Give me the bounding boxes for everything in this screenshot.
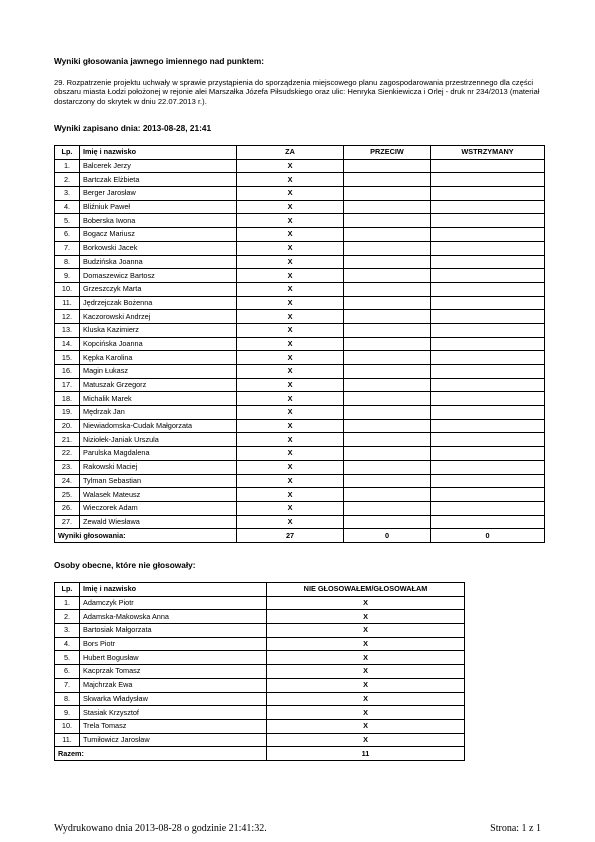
- col-wstrzymany: WSTRZYMANY: [431, 146, 545, 160]
- row-za: X: [237, 173, 344, 187]
- row-za: X: [237, 515, 344, 529]
- row-za: X: [237, 159, 344, 173]
- row-name: Tylman Sebastian: [80, 474, 237, 488]
- row-wstrzymany: [431, 255, 545, 269]
- row-za: X: [237, 214, 344, 228]
- row-lp: 6.: [55, 228, 80, 242]
- col-za: ZA: [237, 146, 344, 160]
- row-lp: 9.: [55, 706, 80, 720]
- page-number: Strona: 1 z 1: [490, 823, 541, 834]
- table-row: [55, 173, 545, 187]
- row-wstrzymany: [431, 337, 545, 351]
- row-name: Domaszewicz Bartosz: [80, 269, 237, 283]
- row-za: X: [237, 501, 344, 515]
- printed-timestamp: Wydrukowano dnia 2013-08-28 o godzinie 21:41:32.: [54, 823, 267, 834]
- row-lp: 25.: [55, 488, 80, 502]
- row-wstrzymany: [431, 474, 545, 488]
- row-za: X: [237, 255, 344, 269]
- row-za: X: [237, 351, 344, 365]
- row-name: Boberska Iwona: [80, 214, 237, 228]
- row-name: Berger Jarosław: [80, 187, 237, 201]
- row-name: Skwarka Władysław: [80, 692, 267, 706]
- row-name: Budzińska Joanna: [80, 255, 237, 269]
- row-lp: 4.: [55, 200, 80, 214]
- row-wstrzymany: [431, 447, 545, 461]
- row-przeciw: [344, 392, 431, 406]
- row-lp: 26.: [55, 501, 80, 515]
- row-wstrzymany: [431, 310, 545, 324]
- row-wstrzymany: [431, 378, 545, 392]
- row-przeciw: [344, 337, 431, 351]
- row-za: X: [237, 187, 344, 201]
- row-za: X: [237, 323, 344, 337]
- row-za: X: [237, 241, 344, 255]
- table-row: [55, 474, 545, 488]
- row-lp: 2.: [55, 610, 80, 624]
- row-status: X: [267, 610, 465, 624]
- row-za: X: [237, 365, 344, 379]
- table-row: [55, 678, 465, 692]
- row-wstrzymany: [431, 365, 545, 379]
- table-row: [55, 447, 545, 461]
- row-wstrzymany: [431, 296, 545, 310]
- row-lp: 24.: [55, 474, 80, 488]
- row-lp: 23.: [55, 460, 80, 474]
- row-przeciw: [344, 159, 431, 173]
- row-lp: 17.: [55, 378, 80, 392]
- row-lp: 16.: [55, 365, 80, 379]
- row-przeciw: [344, 406, 431, 420]
- row-wstrzymany: [431, 228, 545, 242]
- row-wstrzymany: [431, 433, 545, 447]
- row-za: X: [237, 392, 344, 406]
- row-przeciw: [344, 447, 431, 461]
- table-row: [55, 488, 545, 502]
- table-row: [55, 159, 545, 173]
- table-row: [55, 365, 545, 379]
- row-lp: 11.: [55, 733, 80, 747]
- row-lp: 20.: [55, 419, 80, 433]
- row-status: X: [267, 733, 465, 747]
- present-header-row: [55, 583, 465, 597]
- row-przeciw: [344, 269, 431, 283]
- row-name: Bartosiak Małgorzata: [80, 624, 267, 638]
- row-wstrzymany: [431, 460, 545, 474]
- row-za: X: [237, 488, 344, 502]
- row-lp: 11.: [55, 296, 80, 310]
- row-name: Majchrzak Ewa: [80, 678, 267, 692]
- agenda-item-text: 29. Rozpatrzenie projektu uchwały w sprawie przystąpienia do sporządzenia miejscowego planu zagospodarowania przestrzennego dla części obszaru miasta Łodzi położonej w rejonie alei Marszałka Józefa Piłsudskiego oraz ulic: Henryka Sienkiewicza i Orlej - druk nr 234/2013 (materiał dostarczony do skrytek w dniu 22.07.2013 r.).: [54, 78, 540, 106]
- row-name: Magin Łukasz: [80, 365, 237, 379]
- present-totals-row: [55, 747, 465, 761]
- row-status: X: [267, 692, 465, 706]
- row-lp: 4.: [55, 637, 80, 651]
- row-za: X: [237, 378, 344, 392]
- row-lp: 8.: [55, 692, 80, 706]
- row-przeciw: [344, 351, 431, 365]
- table-row: [55, 310, 545, 324]
- row-status: X: [267, 678, 465, 692]
- row-name: Parulska Magdalena: [80, 447, 237, 461]
- row-przeciw: [344, 228, 431, 242]
- row-lp: 5.: [55, 214, 80, 228]
- row-name: Rakowski Maciej: [80, 460, 237, 474]
- row-wstrzymany: [431, 351, 545, 365]
- table-row: [55, 323, 545, 337]
- row-lp: 13.: [55, 323, 80, 337]
- row-status: X: [267, 596, 465, 610]
- row-name: Adamczyk Piotr: [80, 596, 267, 610]
- row-lp: 8.: [55, 255, 80, 269]
- table-row: [55, 406, 545, 420]
- row-lp: 18.: [55, 392, 80, 406]
- col-name: Imię i nazwisko: [80, 583, 267, 597]
- row-przeciw: [344, 378, 431, 392]
- row-name: Niziołek-Janiak Urszula: [80, 433, 237, 447]
- row-lp: 3.: [55, 187, 80, 201]
- votes-totals-row: [55, 529, 545, 543]
- votes-table: [54, 145, 545, 543]
- row-name: Walasek Mateusz: [80, 488, 237, 502]
- row-lp: 6.: [55, 665, 80, 679]
- row-name: Jędrzejczak Bożenna: [80, 296, 237, 310]
- row-name: Borkowski Jacek: [80, 241, 237, 255]
- row-name: Hubert Bogusław: [80, 651, 267, 665]
- row-wstrzymany: [431, 200, 545, 214]
- row-przeciw: [344, 310, 431, 324]
- row-name: Niewiadomska-Cudak Małgorzata: [80, 419, 237, 433]
- row-name: Kluska Kazimierz: [80, 323, 237, 337]
- row-lp: 5.: [55, 651, 80, 665]
- table-row: [55, 651, 465, 665]
- row-wstrzymany: [431, 187, 545, 201]
- row-przeciw: [344, 501, 431, 515]
- row-przeciw: [344, 515, 431, 529]
- col-lp: Lp.: [55, 583, 80, 597]
- row-lp: 7.: [55, 678, 80, 692]
- row-lp: 14.: [55, 337, 80, 351]
- row-lp: 1.: [55, 159, 80, 173]
- row-name: Zewald Wiesława: [80, 515, 237, 529]
- present-total-status: 11: [267, 747, 465, 761]
- row-przeciw: [344, 187, 431, 201]
- table-row: [55, 596, 465, 610]
- col-lp: Lp.: [55, 146, 80, 160]
- row-lp: 7.: [55, 241, 80, 255]
- row-przeciw: [344, 173, 431, 187]
- row-name: Adamska-Makowska Anna: [80, 610, 267, 624]
- row-lp: 2.: [55, 173, 80, 187]
- row-wstrzymany: [431, 488, 545, 502]
- row-za: X: [237, 419, 344, 433]
- row-przeciw: [344, 474, 431, 488]
- row-lp: 12.: [55, 310, 80, 324]
- table-row: [55, 637, 465, 651]
- row-przeciw: [344, 460, 431, 474]
- document-heading: Wyniki głosowania jawnego imiennego nad punktem:: [54, 56, 265, 66]
- row-przeciw: [344, 323, 431, 337]
- present-heading: Osoby obecne, które nie głosowały:: [54, 560, 196, 570]
- row-name: Kaczorowski Andrzej: [80, 310, 237, 324]
- row-lp: 27.: [55, 515, 80, 529]
- row-name: Michalik Marek: [80, 392, 237, 406]
- row-za: X: [237, 282, 344, 296]
- row-name: Wieczorek Adam: [80, 501, 237, 515]
- col-przeciw: PRZECIW: [344, 146, 431, 160]
- row-name: Stasiak Krzysztof: [80, 706, 267, 720]
- table-row: [55, 433, 545, 447]
- table-row: [55, 515, 545, 529]
- row-za: X: [237, 337, 344, 351]
- row-wstrzymany: [431, 392, 545, 406]
- table-row: [55, 214, 545, 228]
- row-name: Grzeszczyk Marta: [80, 282, 237, 296]
- row-przeciw: [344, 296, 431, 310]
- table-row: [55, 665, 465, 679]
- row-za: X: [237, 474, 344, 488]
- table-row: [55, 624, 465, 638]
- table-row: [55, 610, 465, 624]
- row-za: X: [237, 228, 344, 242]
- row-status: X: [267, 624, 465, 638]
- row-wstrzymany: [431, 419, 545, 433]
- row-za: X: [237, 433, 344, 447]
- row-wstrzymany: [431, 515, 545, 529]
- table-row: [55, 255, 545, 269]
- row-wstrzymany: [431, 406, 545, 420]
- row-przeciw: [344, 419, 431, 433]
- row-lp: 15.: [55, 351, 80, 365]
- row-za: X: [237, 447, 344, 461]
- row-name: Trela Tomasz: [80, 719, 267, 733]
- col-name: Imię i nazwisko: [80, 146, 237, 160]
- row-przeciw: [344, 365, 431, 379]
- row-za: X: [237, 296, 344, 310]
- table-row: [55, 719, 465, 733]
- row-name: Mędrzak Jan: [80, 406, 237, 420]
- row-za: X: [237, 310, 344, 324]
- present-totals-label: Razem:: [55, 747, 267, 761]
- table-row: [55, 392, 545, 406]
- table-row: [55, 501, 545, 515]
- col-status: NIE GŁOSOWAŁEM/GŁOSOWAŁAM: [267, 583, 465, 597]
- row-przeciw: [344, 488, 431, 502]
- row-za: X: [237, 269, 344, 283]
- row-name: Kacprzak Tomasz: [80, 665, 267, 679]
- row-wstrzymany: [431, 159, 545, 173]
- table-row: [55, 228, 545, 242]
- row-lp: 22.: [55, 447, 80, 461]
- table-row: [55, 296, 545, 310]
- row-name: Bogacz Mariusz: [80, 228, 237, 242]
- row-name: Bliźniuk Paweł: [80, 200, 237, 214]
- table-row: [55, 692, 465, 706]
- row-lp: 9.: [55, 269, 80, 283]
- row-name: Kępka Karolina: [80, 351, 237, 365]
- votes-header-row: [55, 146, 545, 160]
- row-wstrzymany: [431, 173, 545, 187]
- row-status: X: [267, 719, 465, 733]
- table-row: [55, 269, 545, 283]
- table-row: [55, 460, 545, 474]
- row-wstrzymany: [431, 241, 545, 255]
- row-lp: 3.: [55, 624, 80, 638]
- table-row: [55, 351, 545, 365]
- row-lp: 1.: [55, 596, 80, 610]
- row-przeciw: [344, 282, 431, 296]
- table-row: [55, 282, 545, 296]
- row-lp: 10.: [55, 282, 80, 296]
- table-row: [55, 187, 545, 201]
- present-table: [54, 582, 465, 761]
- row-status: X: [267, 665, 465, 679]
- row-za: X: [237, 460, 344, 474]
- row-lp: 19.: [55, 406, 80, 420]
- row-status: X: [267, 651, 465, 665]
- row-name: Kopcińska Joanna: [80, 337, 237, 351]
- row-wstrzymany: [431, 323, 545, 337]
- row-name: Matuszak Grzegorz: [80, 378, 237, 392]
- row-przeciw: [344, 241, 431, 255]
- votes-total-przeciw: 0: [344, 529, 431, 543]
- votes-total-za: 27: [237, 529, 344, 543]
- table-row: [55, 733, 465, 747]
- row-status: X: [267, 637, 465, 651]
- table-row: [55, 200, 545, 214]
- row-status: X: [267, 706, 465, 720]
- row-name: Bors Piotr: [80, 637, 267, 651]
- row-wstrzymany: [431, 269, 545, 283]
- table-row: [55, 706, 465, 720]
- table-row: [55, 419, 545, 433]
- votes-total-wstrzymany: 0: [431, 529, 545, 543]
- votes-totals-label: Wyniki głosowania:: [55, 529, 237, 543]
- row-przeciw: [344, 200, 431, 214]
- row-przeciw: [344, 255, 431, 269]
- table-row: [55, 378, 545, 392]
- row-przeciw: [344, 214, 431, 228]
- row-name: Bartczak Elżbieta: [80, 173, 237, 187]
- table-row: [55, 337, 545, 351]
- row-wstrzymany: [431, 282, 545, 296]
- row-przeciw: [344, 433, 431, 447]
- row-wstrzymany: [431, 214, 545, 228]
- recorded-timestamp: Wyniki zapisano dnia: 2013-08-28, 21:41: [54, 123, 212, 133]
- table-row: [55, 241, 545, 255]
- row-wstrzymany: [431, 501, 545, 515]
- row-name: Balcerek Jerzy: [80, 159, 237, 173]
- row-za: X: [237, 200, 344, 214]
- row-za: X: [237, 406, 344, 420]
- row-name: Tumiłowicz Jarosław: [80, 733, 267, 747]
- row-lp: 21.: [55, 433, 80, 447]
- row-lp: 10.: [55, 719, 80, 733]
